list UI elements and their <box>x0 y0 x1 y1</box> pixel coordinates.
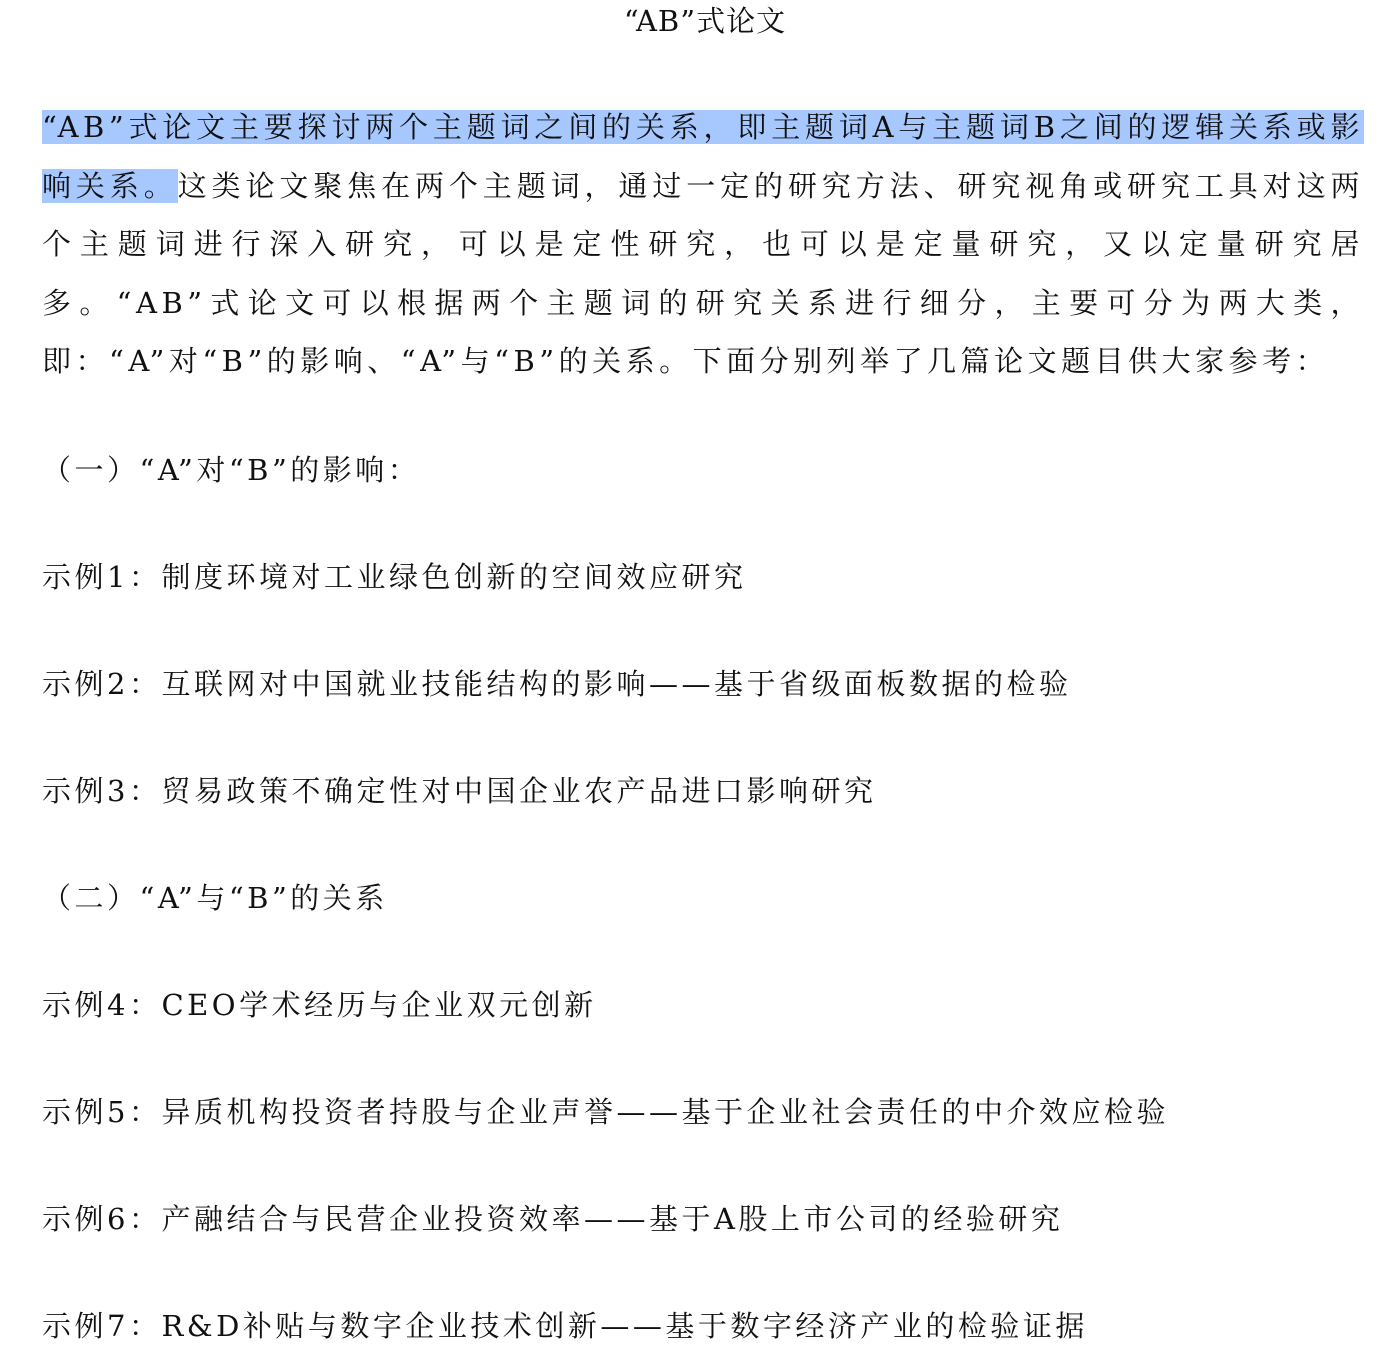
section-heading-relationship[interactable]: （二）“A”与“B”的关系 <box>42 881 388 915</box>
example-item-7[interactable]: 示例7：R&D补贴与数字企业技术创新——基于数字经济产业的检验证据 <box>42 1309 1088 1343</box>
example-item-2[interactable]: 示例2：互联网对中国就业技能结构的影响——基于省级面板数据的检验 <box>42 667 1072 701</box>
example-item-5[interactable]: 示例5：异质机构投资者持股与企业声誉——基于企业社会责任的中介效应检验 <box>42 1095 1169 1129</box>
example-item-6[interactable]: 示例6：产融结合与民营企业投资效率——基于A股上市公司的经验研究 <box>42 1202 1064 1236</box>
document-title: “AB”式论文 <box>623 4 787 38</box>
intro-text[interactable]: 这类论文聚焦在两个主题词，通过一定的研究方法、研究视角或研究工具对这两个主题词进行深入研究，可以是定性研究，也可以是定量研究，又以定量研究居多。“AB”式论文可以根据两个主题词的研究关系进行细分，主要可分为两大类，即：“A”对“B”的影响、“A”与“B”的关系。下面分别列举了几篇论文题目供大家参考： <box>42 168 1364 378</box>
intro-paragraph[interactable] <box>42 98 1364 391</box>
example-item-4[interactable]: 示例4：CEO学术经历与企业双元创新 <box>42 988 597 1022</box>
selected-text[interactable]: “AB”式论文主要探讨两个主题词之间的关系，即主题词A与主题词B之间的逻辑关系或影响关系。 <box>42 110 1364 203</box>
example-item-3[interactable]: 示例3：贸易政策不确定性对中国企业农产品进口影响研究 <box>42 774 877 808</box>
section-heading-influence[interactable]: （一）“A”对“B”的影响： <box>42 453 421 487</box>
example-item-1[interactable]: 示例1：制度环境对工业绿色创新的空间效应研究 <box>42 560 747 594</box>
